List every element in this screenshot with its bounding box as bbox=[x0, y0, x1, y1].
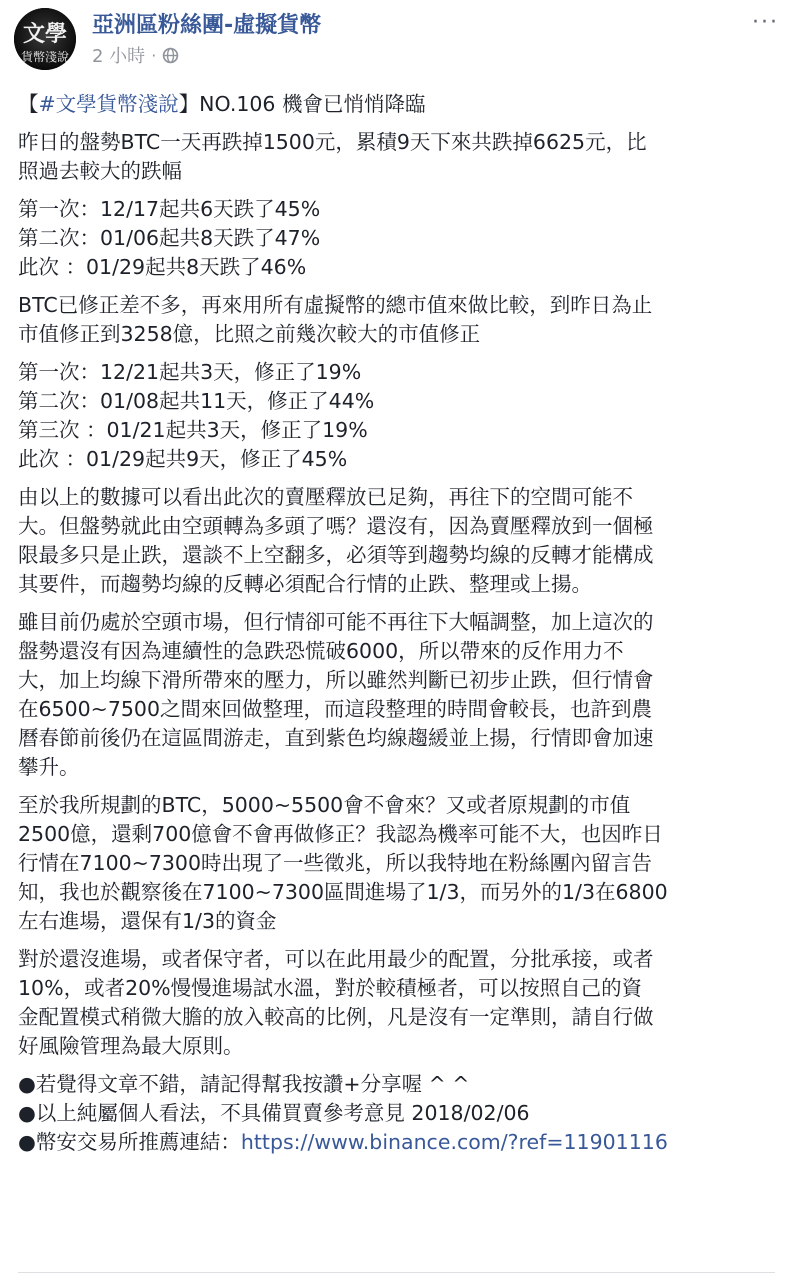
text-line: 昨日的盤勢BTC一天再跌掉1500元，累積9天下來共跌掉6625元，比 bbox=[18, 130, 647, 154]
title-bracket-open: 【 bbox=[18, 92, 39, 116]
text-line: 金配置模式稍微大膽的放入較高的比例，凡是沒有一定準則，請自行做 bbox=[18, 1005, 654, 1029]
text-line: 其要件，而趨勢均線的反轉必須配合行情的止跌、整理或上揚。 bbox=[18, 572, 592, 596]
text-line: 知，我也於觀察後在7100~7300區間進場了1/3，而另外的1/3在6800 bbox=[18, 880, 668, 904]
referral-label: ●幣安交易所推薦連結： bbox=[18, 1130, 241, 1154]
hashtag-link[interactable]: #文學貨幣淺說 bbox=[38, 92, 179, 116]
paragraph-1 bbox=[18, 128, 783, 186]
paragraph-4 bbox=[18, 358, 783, 474]
text-line: 由以上的數據可以看出此次的賣壓釋放已足夠，再往下的空間可能不 bbox=[18, 485, 633, 509]
text-line: 10%，或者20%慢慢進場試水溫，對於較積極者，可以按照自己的資 bbox=[18, 976, 643, 1000]
svg-text:貨幣淺說: 貨幣淺說 bbox=[20, 50, 70, 64]
text-line: 攀升。 bbox=[18, 755, 80, 779]
paragraph-5 bbox=[18, 483, 783, 599]
text-line: 第一次：12/17起共6天跌了45% bbox=[18, 197, 321, 221]
post-meta bbox=[92, 42, 179, 68]
text-line: 大。但盤勢就此由空頭轉為多頭了嗎？還沒有，因為賣壓釋放到一個極 bbox=[18, 514, 654, 538]
globe-icon[interactable] bbox=[162, 47, 179, 64]
text-line: 左右進場，還保有1/3的資金 bbox=[18, 909, 277, 933]
text-line bbox=[18, 1128, 783, 1157]
svg-text:文學: 文學 bbox=[22, 21, 68, 47]
paragraph-6 bbox=[18, 608, 783, 782]
binance-referral-link[interactable]: https://www.binance.com/?ref=11901116 bbox=[240, 1130, 668, 1154]
paragraph-2 bbox=[18, 195, 783, 282]
text-line: 盤勢還沒有因為連續性的急跌恐慌破6000，所以帶來的反作用力不 bbox=[18, 639, 624, 663]
text-line: 照過去較大的跌幅 bbox=[18, 159, 182, 183]
text-line: 2500億，還剩700億會不會再做修正？我認為機率可能不大，也因昨日 bbox=[18, 822, 663, 846]
text-line: 曆春節前後仍在這區間游走，直到紫色均線趨緩並上揚，行情即會加速 bbox=[18, 726, 654, 750]
post-body bbox=[18, 90, 783, 1166]
meta-separator: · bbox=[151, 45, 157, 65]
post-timestamp[interactable]: 2 小時 bbox=[92, 46, 146, 67]
text-line: 限最多只是止跌，還談不上空翻多，必須等到趨勢均線的反轉才能構成 bbox=[18, 543, 654, 567]
text-line: 此次 ：01/29起共9天，修正了45% bbox=[18, 447, 348, 471]
text-line: 在6500~7500之間來回做整理，而這段整理的時間會較長，也許到農 bbox=[18, 697, 653, 721]
text-line: 對於還沒進場，或者保守者，可以在此用最少的配置，分批承接，或者 bbox=[18, 947, 654, 971]
title-text: 】NO.106 機會已悄悄降臨 bbox=[178, 92, 426, 116]
text-line: 第二次：01/06起共8天跌了47% bbox=[18, 226, 321, 250]
paragraph-3 bbox=[18, 291, 783, 349]
text-line: 第一次：12/21起共3天，修正了19% bbox=[18, 360, 362, 384]
post-header bbox=[0, 0, 793, 78]
text-line: 第二次：01/08起共11天，修正了44% bbox=[18, 389, 375, 413]
text-line: ●以上純屬個人看法，不具備買賣參考意見 2018/02/06 bbox=[18, 1101, 530, 1125]
more-options-icon[interactable]: ··· bbox=[752, 10, 779, 35]
avatar-icon bbox=[14, 8, 76, 70]
post-title bbox=[18, 90, 783, 119]
text-line: 至於我所規劃的BTC，5000~5500會不會來？又或者原規劃的市值 bbox=[18, 793, 631, 817]
avatar[interactable] bbox=[14, 8, 76, 70]
text-line: BTC已修正差不多，再來用所有虛擬幣的總市值來做比較，到昨日為止 bbox=[18, 293, 653, 317]
text-line: 市值修正到3258億，比照之前幾次較大的市值修正 bbox=[18, 322, 481, 346]
paragraph-7 bbox=[18, 791, 783, 936]
text-line: ●若覺得文章不錯，請記得幫我按讚+分享喔 ^ ^ bbox=[18, 1072, 470, 1096]
group-name-link[interactable]: 亞洲區粉絲團-虛擬貨幣 bbox=[92, 13, 322, 38]
text-line: 第三次 ：01/21起共3天，修正了19% bbox=[18, 418, 368, 442]
text-line: 雖目前仍處於空頭市場，但行情卻可能不再往下大幅調整，加上這次的 bbox=[18, 610, 654, 634]
text-line: 行情在7100~7300時出現了一些徵兆，所以我特地在粉絲團內留言告 bbox=[18, 851, 653, 875]
text-line: 大，加上均線下滑所帶來的壓力，所以雖然判斷已初步止跌，但行情會 bbox=[18, 668, 654, 692]
paragraph-8 bbox=[18, 945, 783, 1061]
text-line: 好風險管理為最大原則。 bbox=[18, 1034, 244, 1058]
text-line: 此次 ：01/29起共8天跌了46% bbox=[18, 255, 307, 279]
paragraph-9 bbox=[18, 1070, 783, 1157]
